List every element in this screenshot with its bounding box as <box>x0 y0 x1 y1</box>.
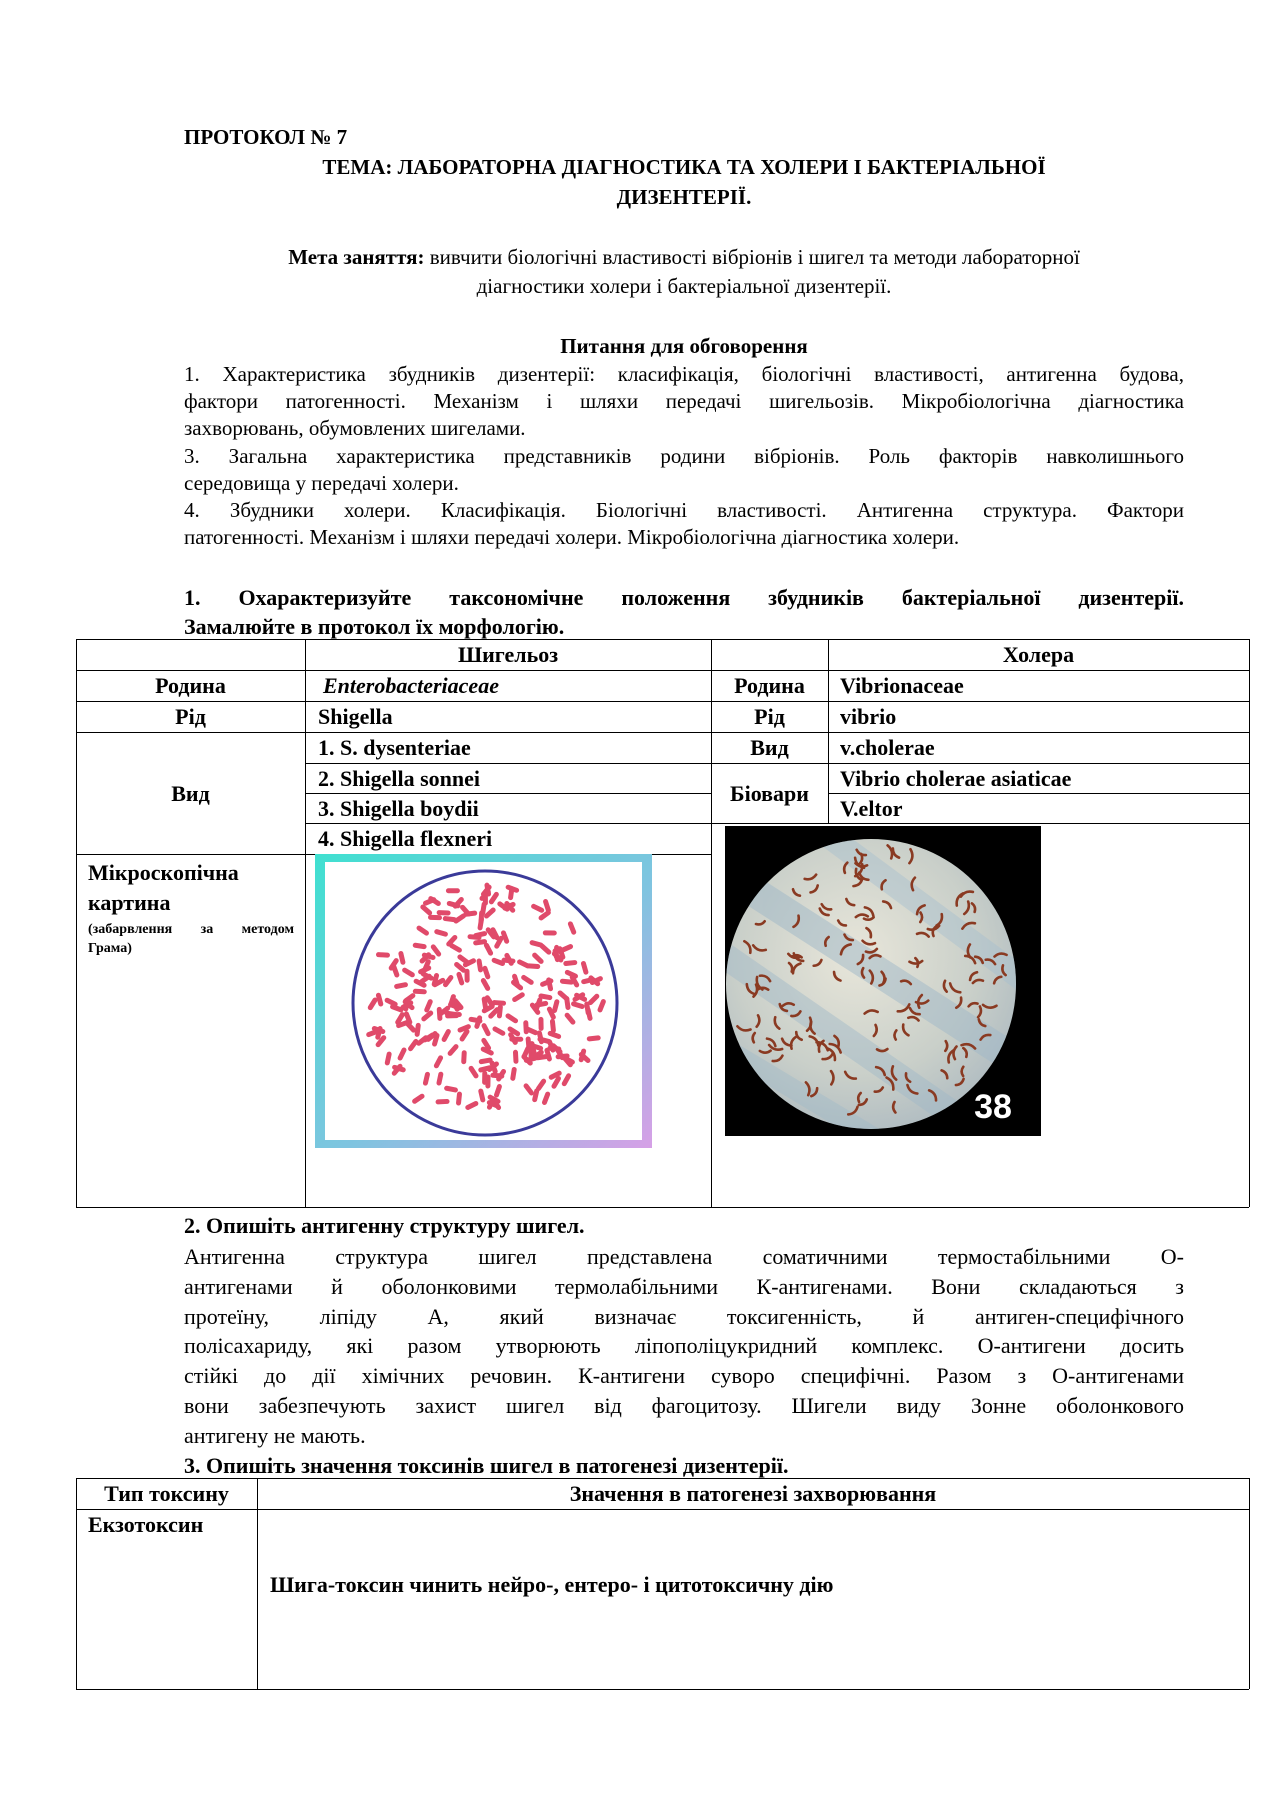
shigella-species: 4. Shigella flexneri <box>318 826 493 851</box>
questions-heading: Питання для обговорення <box>560 334 808 358</box>
genus-label: Рід <box>175 704 206 729</box>
task2-heading: 2. Опишіть антигенну структуру шигел. <box>184 1213 585 1238</box>
shigella-cell <box>538 1017 543 1031</box>
question-line: 1. Характеристика збудників дизентерії: класифікація, біологічні властивості, антигенна будова, <box>184 362 1184 386</box>
task1-line-1: 1. Охарактеризуйте таксономічне положення збудників бактеріальної дизентерії. <box>184 585 1184 610</box>
biovar-label: Біовари <box>730 781 809 806</box>
shigella-cell <box>413 989 427 995</box>
question-line: фактори патогенності. Механізм і шляхи передачі шигельозів. Мікробіологічна діагностика <box>184 389 1184 413</box>
task3-heading: 3. Опишіть значення токсинів шигел в патогенезі дизентерії. <box>184 1453 789 1478</box>
task2-line: Антигенна структура шигел представлена соматичними термостабільними О- <box>184 1244 1184 1269</box>
shigella-genus: Shigella <box>318 704 393 729</box>
cholera-species-label: Вид <box>750 735 789 760</box>
question-line: 4. Збудники холери. Класифікація. Біологічні властивості. Антигенна структура. Фактори <box>184 498 1184 522</box>
toxin-significance: Шига-токсин чинить нейро-, ентеро- і цитотоксичну дію <box>270 1572 834 1597</box>
biovar: V.eltor <box>840 796 903 821</box>
shigella-cell <box>428 915 442 920</box>
shigella-cell <box>437 1007 443 1021</box>
micro-note-1: (забарвлення за методом <box>88 922 294 937</box>
family-label: Родина <box>155 673 226 698</box>
biovar: Vibrio cholerae asiaticae <box>840 766 1072 791</box>
shigella-cell <box>482 1071 487 1085</box>
shigella-header: Шигельоз <box>457 642 559 667</box>
cholera-family-label: Родина <box>734 673 805 698</box>
shigella-species: 3. Shigella boydii <box>318 796 479 821</box>
task2-line: полісахариду, які разом утворюють ліпополіцукридний комплекс. О-антигени досить <box>184 1333 1184 1358</box>
question-line: 3. Загальна характеристика представників родини вібріонів. Роль факторів навколишнього <box>184 444 1184 468</box>
goal-text-1: вивчити біологічні властивості вібріонів і шигел та методи лабораторної <box>424 245 1080 269</box>
task2-line: протеїну, ліпіду А, який визначає токсигенність, й антиген-специфічного <box>184 1304 1184 1329</box>
toxin-significance-header: Значення в патогенезі захворювання <box>569 1481 937 1506</box>
shigella-species: 1. S. dysenteriae <box>318 735 471 760</box>
shigella-cell <box>437 910 451 915</box>
task2-line: стійкі до дії хімічних речовин. К-антигени суворо специфічні. Разом з О-антигенами <box>184 1363 1184 1388</box>
micro-label-1: Мікроскопічна <box>88 860 239 885</box>
shigella-cell <box>376 952 390 958</box>
toxin-type-header: Тип токсину <box>104 1481 229 1506</box>
topic-line-2: ДИЗЕНТЕРІЇ. <box>616 185 752 209</box>
cholera-genus: vibrio <box>840 704 897 729</box>
task2-line: вони забезпечують захист шигел від фагоцитозу. Шигели виду Зонне оболонкового <box>184 1393 1184 1418</box>
question-line: патогенності. Механізм і шляхи передачі холери. Мікробіологічна діагностика холери. <box>184 525 960 549</box>
micro-note-2: Грама) <box>88 941 132 956</box>
shigella-cell <box>554 945 559 959</box>
goal-label: Мета заняття: <box>288 245 425 269</box>
task1-line-2: Замалюйте в протокол їх морфологію. <box>184 614 565 639</box>
task2-line: антигенами й оболонковими термолабільними К-антигенами. Вони складаються з <box>184 1274 1184 1299</box>
question-line: середовища у передачі холери. <box>184 471 459 495</box>
shigella-species: 2. Shigella sonnei <box>318 766 480 791</box>
figure-number: 38 <box>974 1088 1012 1126</box>
topic-line-1: ТЕМА: ЛАБОРАТОРНА ДІАГНОСТИКА ТА ХОЛЕРИ І БАКТЕРІАЛЬНОЇ <box>322 155 1046 179</box>
cholera-species: v.cholerae <box>840 735 935 760</box>
shigella-cell <box>478 910 484 924</box>
cholera-family: Vibrionaceae <box>840 673 964 698</box>
toxin-type: Екзотоксин <box>88 1512 204 1537</box>
question-line: захворювань, обумовлених шигелами. <box>184 416 526 440</box>
shigella-cell <box>543 930 557 935</box>
shigella-cell <box>513 1050 519 1064</box>
protocol-number: ПРОТОКОЛ № 7 <box>184 125 348 149</box>
shigella-cell <box>461 1050 467 1064</box>
goal-line-2: діагностики холери і бактеріальної дизентерії. <box>476 274 892 298</box>
shigella-cell <box>446 888 460 893</box>
micro-label-2: картина <box>88 890 171 915</box>
species-label: Вид <box>171 781 210 806</box>
task2-line: антигену не мають. <box>184 1423 366 1448</box>
shigella-cell <box>435 1099 449 1105</box>
shigella-microscopy-image <box>315 854 652 1148</box>
cholera-genus-label: Рід <box>754 704 785 729</box>
shigella-family: Enterobacteriaceae <box>323 673 499 698</box>
cholera-header: Холера <box>1002 642 1075 667</box>
goal-line-1 <box>184 244 1184 271</box>
vibrio-microscopy-image <box>725 826 1041 1136</box>
